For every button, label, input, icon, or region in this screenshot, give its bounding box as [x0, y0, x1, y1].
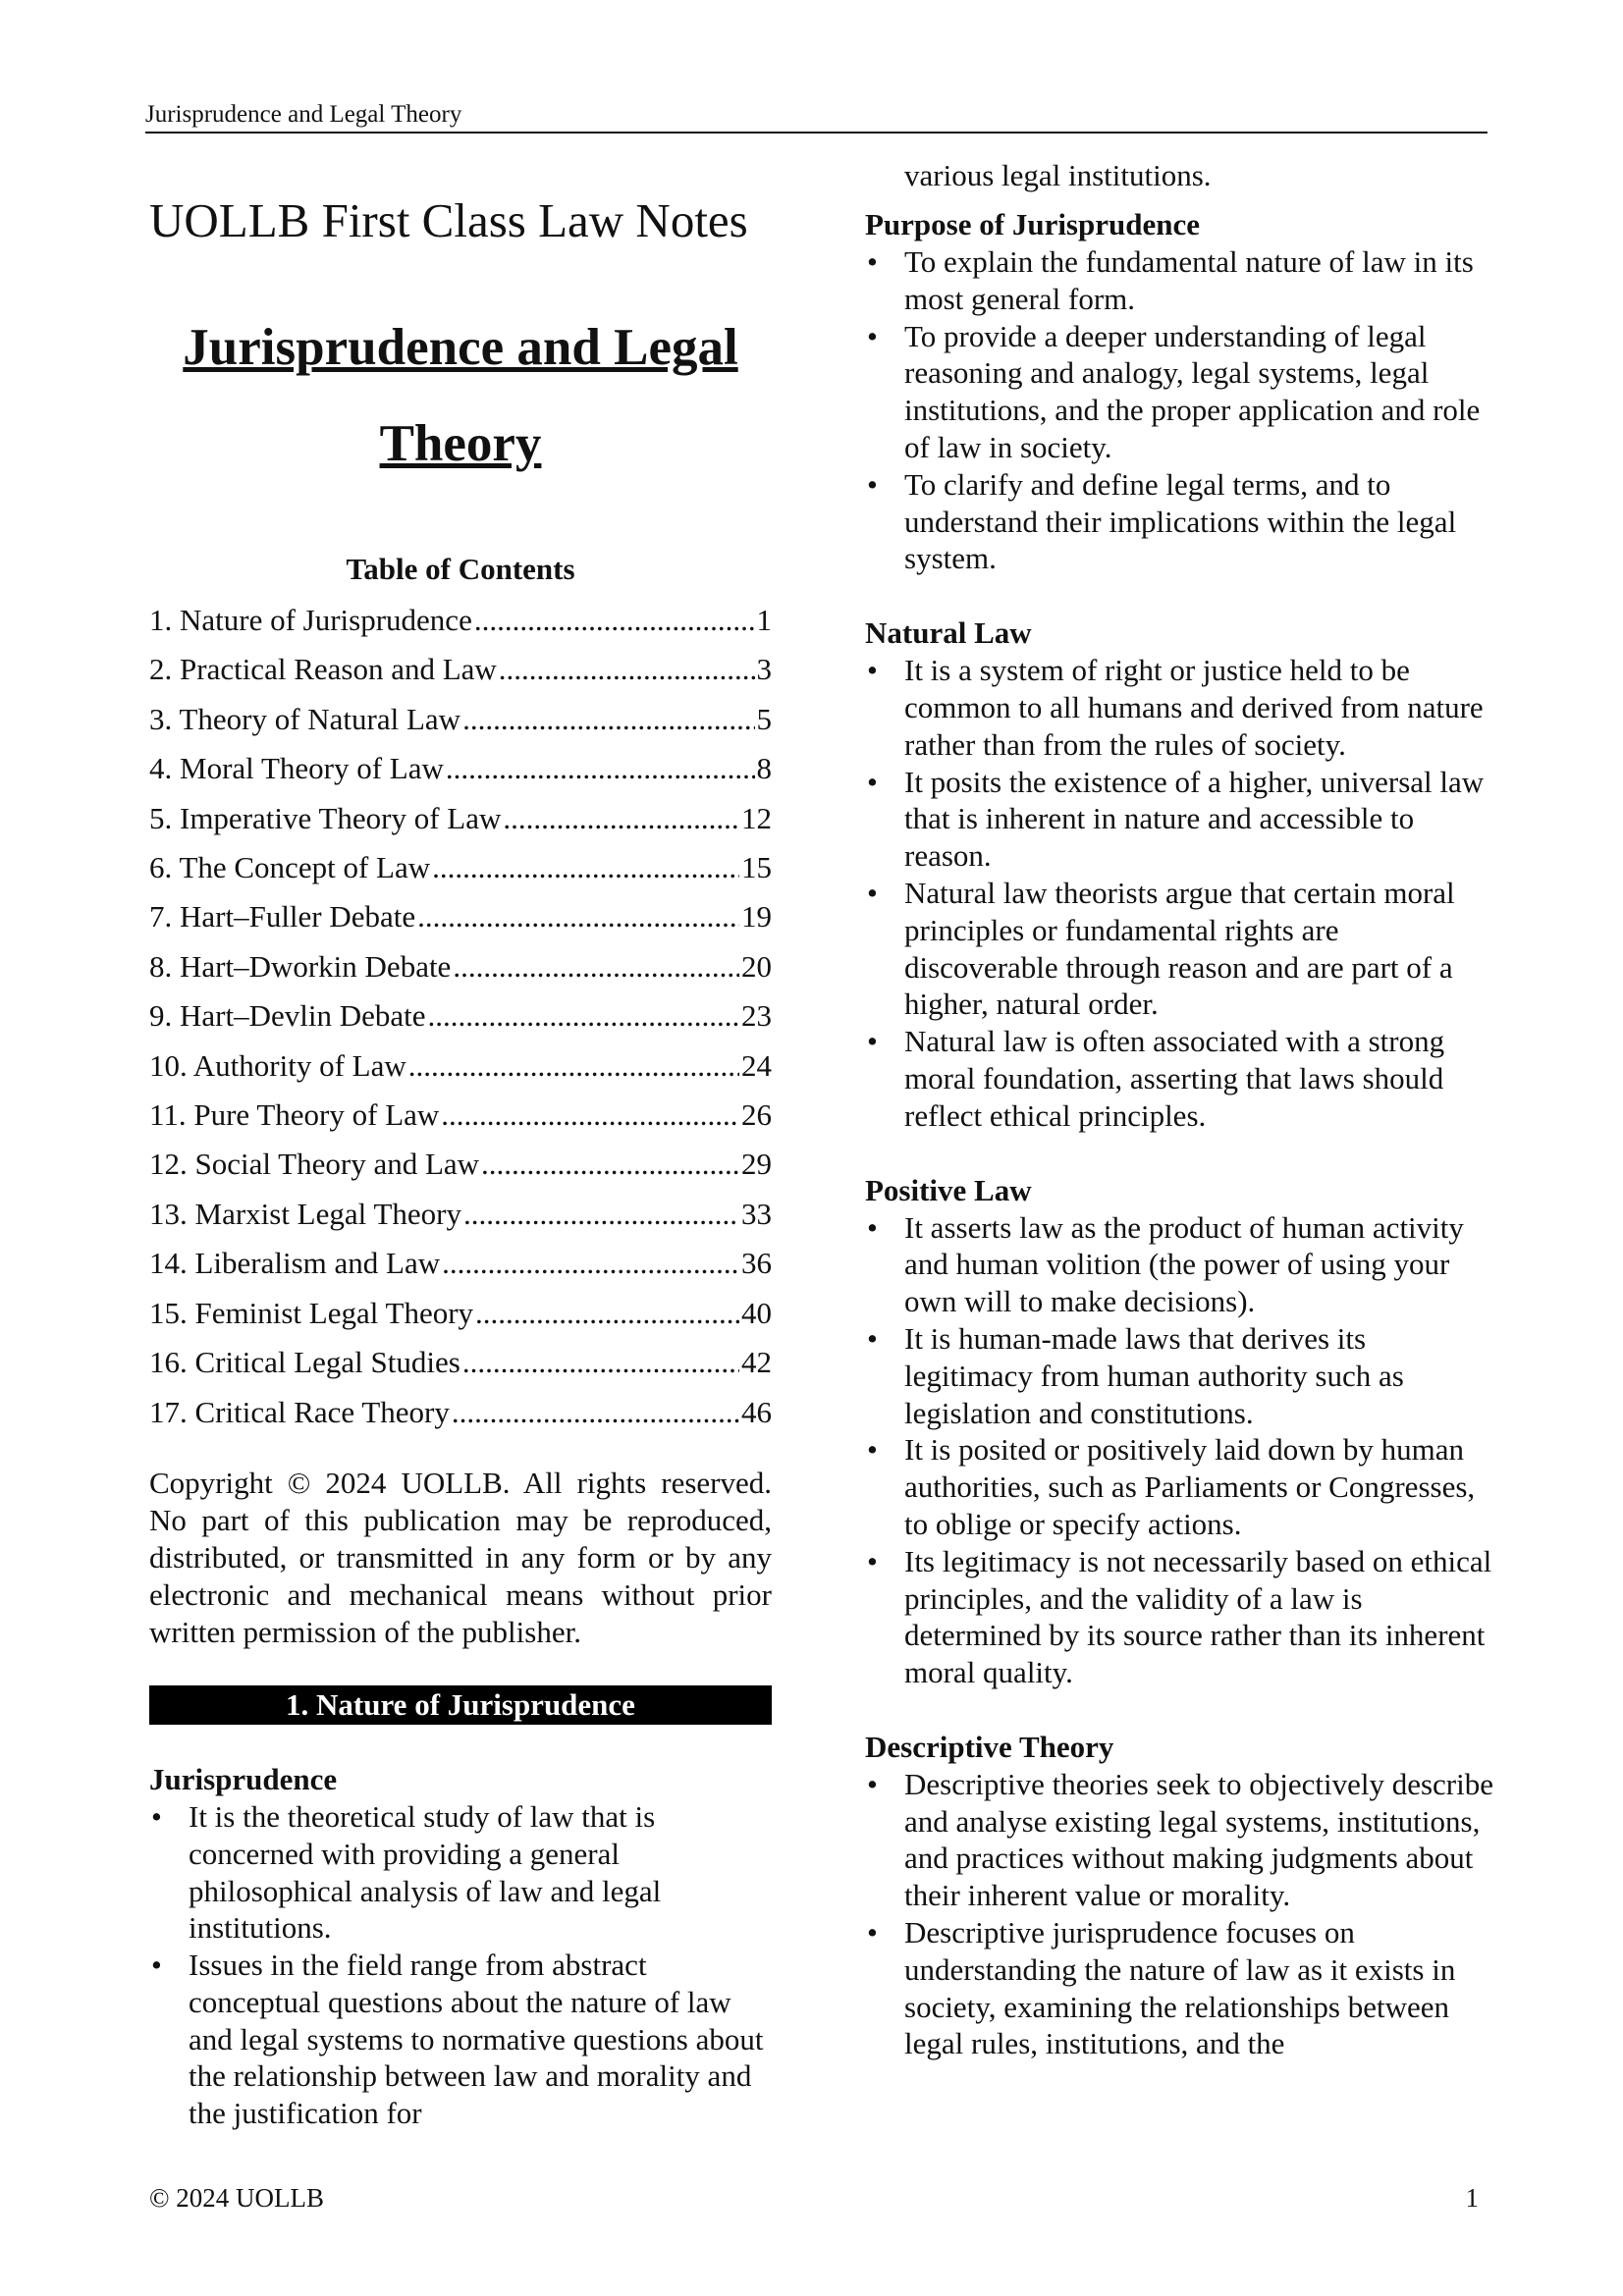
bullet-item: • It posits the existence of a higher, universal law that is inherent in nature and accessible to reason.	[865, 764, 1495, 875]
bullet-item: • To provide a deeper understanding of legal reasoning and analogy, legal systems, legal institutions, and the proper application and role of law in society.	[865, 318, 1495, 466]
toc-entry[interactable]: 15. Feminist Legal Theory ..... 40	[149, 1289, 772, 1338]
toc-entry[interactable]: 7. Hart–Fuller Debate ..... 19	[149, 892, 772, 941]
bullet-item: • Descriptive theories seek to objectively describe and analyse existing legal systems, institutions, and practices without making judgments about their inherent value or morality.	[865, 1766, 1495, 1914]
bullet-item: • Issues in the field range from abstract conceptual questions about the nature of law and legal systems to normative questions about the relationship between law and morality and the justification for	[149, 1947, 772, 2132]
left-column	[149, 157, 772, 2132]
section-subheading: Jurisprudence	[149, 1761, 338, 1796]
table-of-contents	[149, 596, 772, 1437]
toc-entry[interactable]: 3. Theory of Natural Law ..... 5	[149, 695, 772, 744]
toc-entry[interactable]: 5. Imperative Theory of Law ..... 12	[149, 794, 772, 843]
bullet-list	[865, 652, 1495, 1134]
bullet-item: • It is a system of right or justice held to be common to all humans and derived from nature rather than from the rules of society.	[865, 652, 1495, 763]
bullet-item: • Natural law is often associated with a strong moral foundation, asserting that laws should reflect ethical principles.	[865, 1023, 1495, 1134]
section-subheading: Natural Law	[865, 615, 1032, 651]
bullet-item: • It is human-made laws that derives its legitimacy from human authority such as legislation and constitutions.	[865, 1320, 1495, 1431]
toc-heading: Table of Contents	[346, 552, 575, 586]
copyright-notice: Copyright © 2024 UOLLB. All rights reserved. No part of this publication may be reproduced, distributed, or transmitted in any form or by any electronic and mechanical means without prior written permission of the publisher.	[149, 1465, 772, 1649]
brand-title: UOLLB First Class Law Notes	[149, 193, 748, 247]
document-title	[149, 299, 772, 492]
right-column	[865, 157, 1495, 2062]
bullet-item: • It asserts law as the product of human activity and human volition (the power of using your own will to make decisions).	[865, 1209, 1495, 1320]
toc-entry[interactable]: 17. Critical Race Theory ..... 46	[149, 1388, 772, 1437]
bullet-item: • It is the theoretical study of law that is concerned with providing a general philosophical analysis of law and legal institutions.	[149, 1798, 772, 1947]
section-heading-bar: 1. Nature of Jurisprudence	[149, 1685, 772, 1725]
running-header: Jurisprudence and Legal Theory	[145, 98, 1488, 133]
toc-entry[interactable]: 14. Liberalism and Law ..... 36	[149, 1239, 772, 1288]
toc-entry[interactable]: 13. Marxist Legal Theory ..... 33	[149, 1190, 772, 1239]
toc-entry[interactable]: 10. Authority of Law ..... 24	[149, 1041, 772, 1091]
bullet-item: • To clarify and define legal terms, and to understand their implications within the legal system.	[865, 466, 1495, 577]
toc-entry[interactable]: 8. Hart–Dworkin Debate ..... 20	[149, 942, 772, 991]
toc-entry[interactable]: 1. Nature of Jurisprudence ..... 1	[149, 596, 772, 645]
toc-entry[interactable]: 9. Hart–Devlin Debate ..... 23	[149, 991, 772, 1041]
section-subheading: Purpose of Jurisprudence	[865, 207, 1200, 241]
bullet-item: • Natural law theorists argue that certain moral principles or fundamental rights are discoverable through reason and are part of a higher, natural order.	[865, 875, 1495, 1023]
bullet-item: • It is posited or positively laid down by human authorities, such as Parliaments or Congresses, to oblige or specify actions.	[865, 1431, 1495, 1542]
toc-entry[interactable]: 11. Pure Theory of Law ..... 26	[149, 1091, 772, 1140]
toc-entry[interactable]: 2. Practical Reason and Law ..... 3	[149, 645, 772, 694]
bullet-list	[149, 1798, 772, 2132]
toc-entry[interactable]: 6. The Concept of Law ..... 15	[149, 843, 772, 892]
page-number: 1	[1465, 2183, 1479, 2213]
toc-entry[interactable]: 4. Moral Theory of Law ..... 8	[149, 744, 772, 793]
bullet-list	[865, 243, 1495, 577]
continued-text: various legal institutions.	[904, 158, 1212, 192]
document-title-line2: Theory	[379, 415, 542, 472]
document-title-line1: Jurisprudence and Legal	[183, 319, 738, 376]
toc-entry[interactable]: 12. Social Theory and Law ..... 29	[149, 1140, 772, 1189]
bullet-item: • To explain the fundamental nature of law in its most general form.	[865, 243, 1495, 318]
toc-entry[interactable]: 16. Critical Legal Studies ..... 42	[149, 1338, 772, 1387]
bullet-list	[865, 1209, 1495, 1691]
section-subheading: Descriptive Theory	[865, 1729, 1114, 1764]
footer-copyright: © 2024 UOLLB	[149, 2183, 325, 2213]
section-subheading: Positive Law	[865, 1172, 1032, 1207]
bullet-item: • Its legitimacy is not necessarily based on ethical principles, and the validity of a law is determined by its source rather than its inherent moral quality.	[865, 1543, 1495, 1691]
bullet-item: • Descriptive jurisprudence focuses on understanding the nature of law as it exists in society, examining the relationships between legal rules, institutions, and the	[865, 1914, 1495, 2062]
bullet-list	[865, 1766, 1495, 2062]
